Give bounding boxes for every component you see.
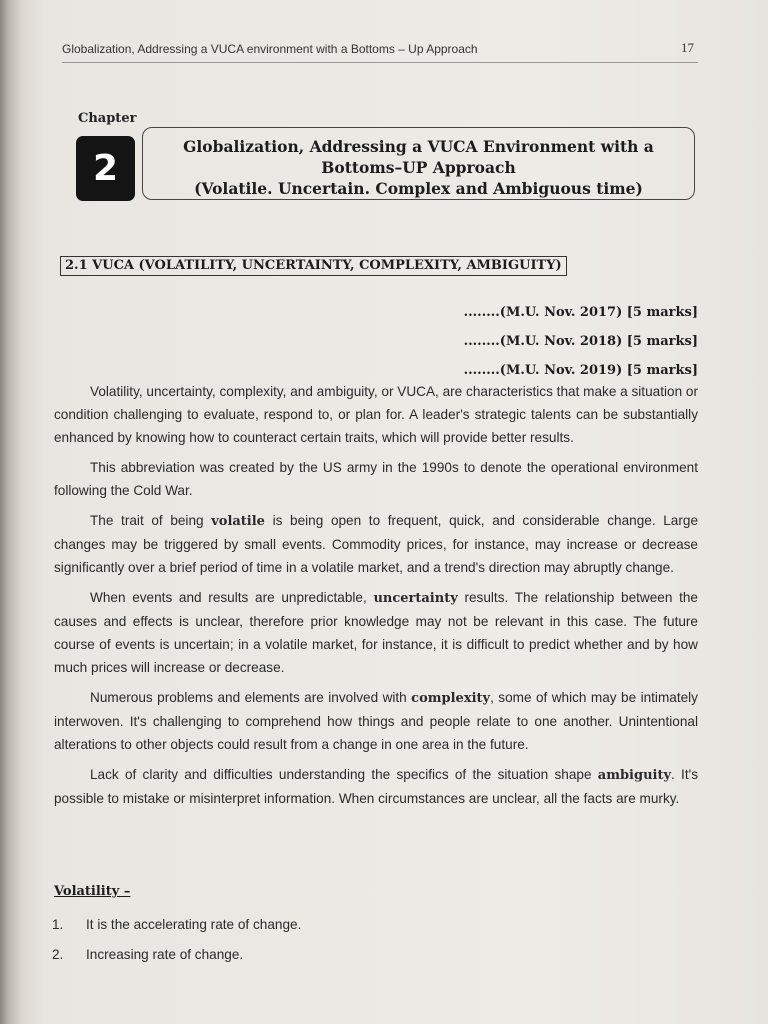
- term-volatile: volatile: [211, 514, 265, 529]
- chapter-title-line-3: (Volatile. Uncertain. Complex and Ambiguous time): [194, 179, 643, 198]
- exam-references: [464, 298, 698, 385]
- paragraph-text: , some of which may be intimately interwoven. It's challenging to comprehend how things and people relate to one another. Unintentional alterations to other objects could result from a change in one area in the future.: [54, 690, 698, 752]
- paragraph-text: Volatility, uncertainty, complexity, and ambiguity, or VUCA, are characteristics that make a situation or condition challenging to evaluate, respond to, or plan for. A leader's strategic talents can be substantially enhanced by knowing how to counteract certain traits, which will provide better results.: [54, 384, 698, 445]
- paragraph-text: The trait of being: [90, 513, 212, 528]
- chapter-title-line-2: Bottoms–UP Approach: [321, 158, 516, 177]
- paragraph-volatile: [54, 509, 698, 579]
- paragraph-text: When events and results are unpredictable,: [90, 590, 374, 605]
- paragraph-uncertainty: [54, 586, 698, 679]
- exam-ref-2017: ........(M.U. Nov. 2017) [5 marks]: [463, 305, 698, 320]
- list-item-text: It is the accelerating rate of change.: [86, 917, 302, 932]
- chapter-title-line-1: Globalization, Addressing a VUCA Environment with a: [183, 137, 654, 156]
- running-header-title: Globalization, Addressing a VUCA environment with a Bottoms – Up Approach: [62, 42, 478, 56]
- chapter-number-badge: 2: [76, 136, 135, 201]
- volatility-list: [52, 914, 692, 974]
- list-item: [52, 944, 692, 974]
- paragraph-text: Numerous problems and elements are involved with: [90, 690, 412, 705]
- list-item-number: 1.: [52, 917, 64, 932]
- running-header: [62, 38, 698, 63]
- paragraph-text: Lack of clarity and difficulties understanding the specifics of the situation shape: [90, 767, 598, 782]
- list-item-number: 2.: [52, 947, 64, 962]
- paragraph-complexity: [54, 686, 698, 756]
- paragraph-ambiguity: [54, 763, 698, 810]
- paragraph-vuca-intro: [54, 380, 698, 449]
- section-heading: 2.1 VUCA (VOLATILITY, UNCERTAINTY, COMPLEXITY, AMBIGUITY): [60, 256, 567, 276]
- paragraph-text: results. The relationship between the causes and effects is unclear, therefore prior knowledge may not be relevant in this case. The future course of events is uncertain; in a volatile market, for instance, it is difficult to predict whether and by how much prices will increase or decrease.: [54, 590, 698, 675]
- term-complexity: complexity: [411, 691, 491, 706]
- paragraph-text: This abbreviation was created by the US army in the 1990s to denote the operational environment following the Cold War.: [54, 460, 698, 498]
- list-item: [52, 914, 692, 944]
- paragraph-text: . It's possible to mistake or misinterpret information. When circumstances are unclear, all the facts are murky.: [54, 767, 699, 806]
- exam-ref-2019: ........(M.U. Nov. 2019) [5 marks]: [463, 363, 698, 378]
- exam-ref-2018: ........(M.U. Nov. 2018) [5 marks]: [463, 334, 698, 349]
- chapter-label: Chapter: [78, 111, 137, 126]
- list-item-text: Increasing rate of change.: [86, 947, 244, 962]
- volatility-heading: Volatility –: [54, 884, 131, 899]
- paragraph-text: is being open to frequent, quick, and considerable change. Large changes may be triggered by small events. Commodity prices, for instance, may increase or decrease significantly over a brief period of time in a volatile market, and a trend's direction may abruptly change.: [54, 513, 699, 575]
- term-uncertainty: uncertainty: [373, 591, 458, 606]
- body-text: [54, 380, 698, 817]
- term-ambiguity: ambiguity: [597, 768, 672, 783]
- paragraph-origin: [54, 456, 698, 502]
- page-number: 17: [681, 40, 694, 55]
- chapter-title-box: [142, 127, 695, 200]
